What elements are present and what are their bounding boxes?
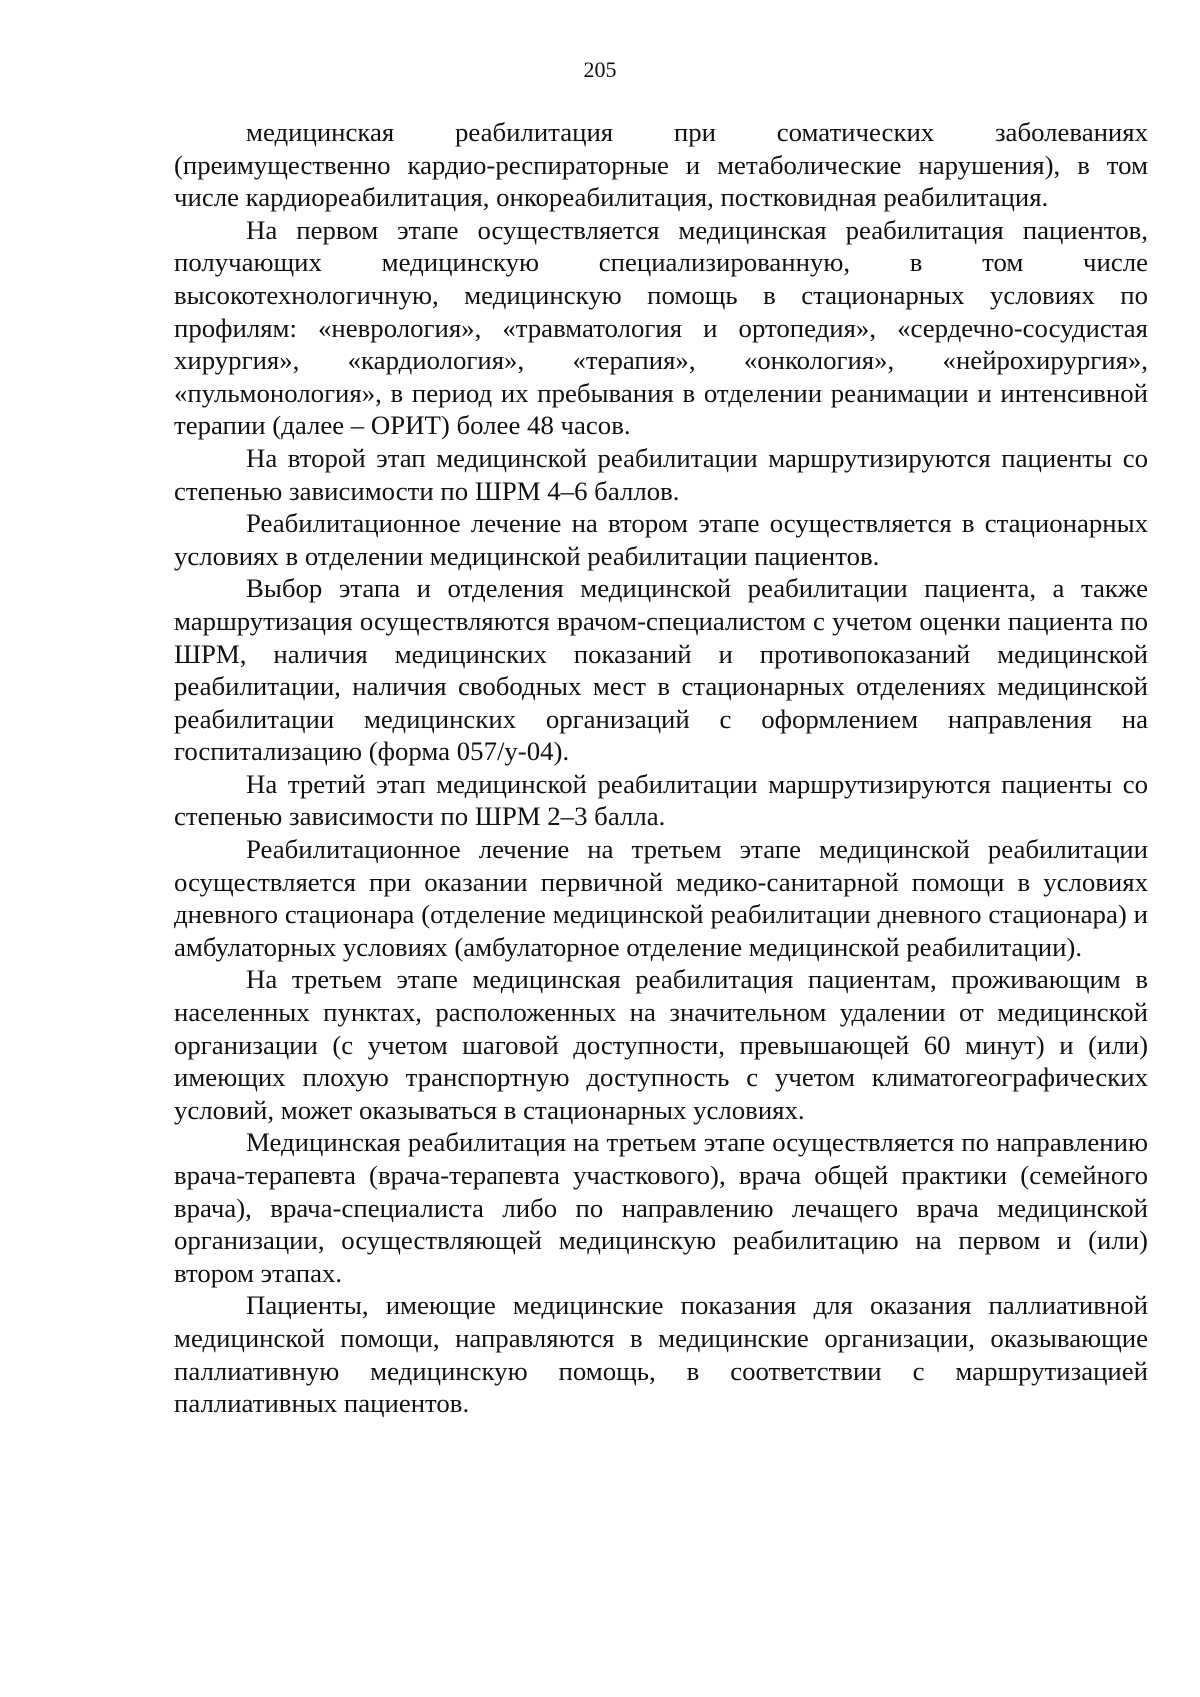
page-number: 205 [583,57,617,82]
paragraph-9: Медицинская реабилитация на третьем этапе осуществляется по направлению врача-терапевта (врача-терапевта участкового), врача общей практики (семейного врача), врача-специалиста либо по направлению лечащего врача медицинской организации, осуществляющей медицинскую реабилитацию на первом и (или) втором этапах. [174,1127,1148,1288]
paragraph-10: Пациенты, имеющие медицинские показания для оказания паллиативной медицинской помощи, направляются в медицинские организации, оказывающие паллиативную медицинскую помощь, в соответствии с маршрутизацией паллиативных пациентов. [174,1290,1148,1419]
paragraph-8: На третьем этапе медицинская реабилитация пациентам, проживающим в населенных пунктах, расположенных на значительном удалении от медицинской организации (с учетом шаговой доступности, превышающей 60 минут) и (или) имеющих плохую транспортную доступность с учетом климатогеографических условий, может оказываться в стационарных условиях. [174,964,1148,1125]
paragraph-3: На второй этап медицинской реабилитации маршрутизируются пациенты со степенью зависимости по ШРМ 4–6 баллов. [174,442,1148,506]
paragraph-7: Реабилитационное лечение на третьем этапе медицинской реабилитации осуществляется при оказании первичной медико-санитарной помощи в условиях дневного стационара (отделение медицинской реабилитации дневного стационара) и амбулаторных условиях (амбулаторное отделение медицинской реабилитации). [174,834,1148,962]
paragraph-1: медицинская реабилитация при соматических заболеваниях (преимущественно кардио-респираторные и метаболические нарушения), в том числе кардиореабилитация, онкореабилитация, постковидная реабилитация. [174,117,1148,213]
paragraph-5: Выбор этапа и отделения медицинской реабилитации пациента, а также маршрутизация осуществляются врачом-специалистом с учетом оценки пациента по ШРМ, наличия медицинских показаний и противопоказаний медицинской реабилитации, наличия свободных мест в стационарных отделениях медицинской реабилитации медицинских организаций с оформлением направления на госпитализацию (форма 057/у-04). [174,573,1148,767]
paragraph-2: На первом этапе осуществляется медицинская реабилитация пациентов, получающих медицинскую специализированную, в том числе высокотехнологичную, медицинскую помощь в стационарных условиях по профилям: «неврология», «травматология и ортопедия», «сердечно-сосудистая хирургия», «кардиология», «терапия», «онкология», «нейрохирургия», «пульмонология», в период их пребывания в отделении реанимации и интенсивной терапии (далее – ОРИТ) более 48 часов. [174,214,1148,441]
paragraph-6: На третий этап медицинской реабилитации маршрутизируются пациенты со степенью зависимости по ШРМ 2–3 балла. [174,768,1148,832]
document-body [174,116,1148,1420]
paragraph-4: Реабилитационное лечение на втором этапе осуществляется в стационарных условиях в отделении медицинской реабилитации пациентов. [174,508,1148,571]
